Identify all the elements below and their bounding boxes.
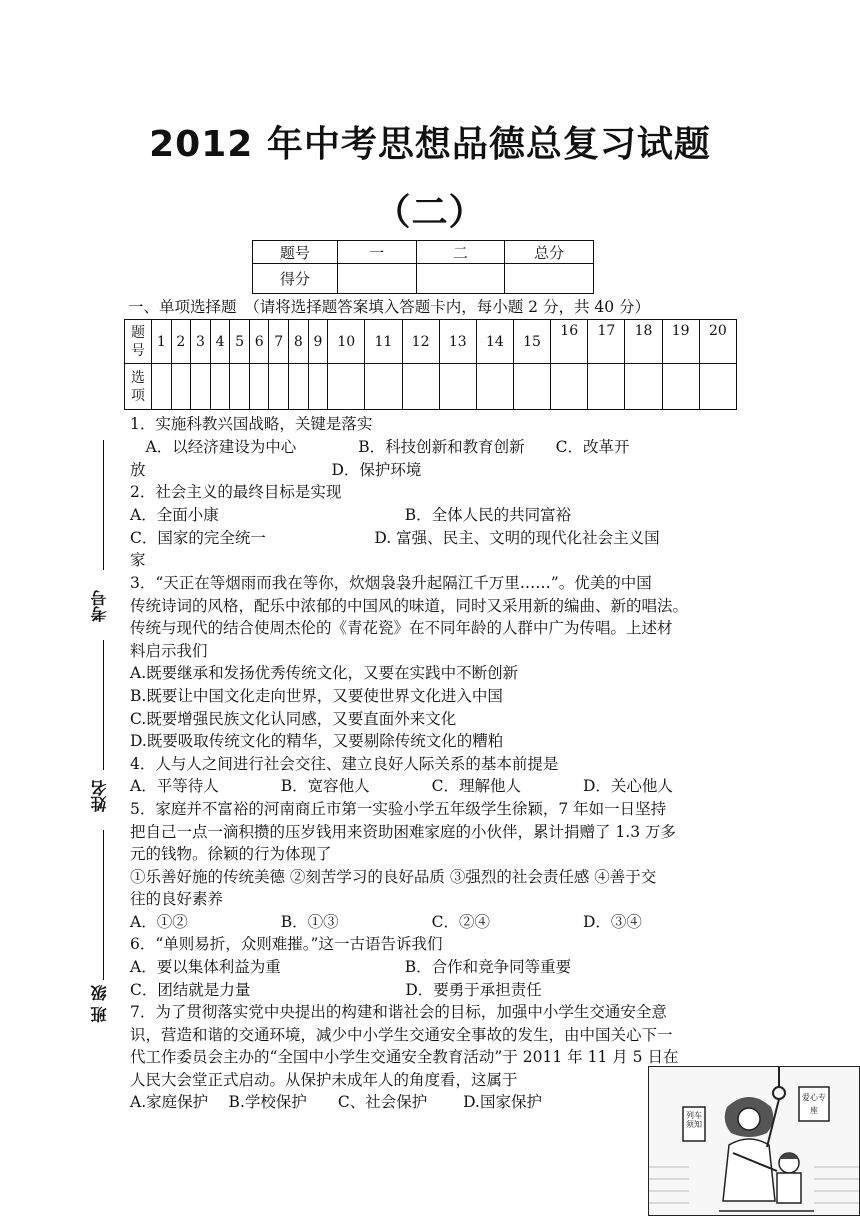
q3-option-b: B.既要让中国文化走向世界，又要使世界文化进入中国 — [130, 687, 503, 705]
answer-cell[interactable] — [152, 364, 172, 410]
score-col-1: 一 — [337, 241, 416, 264]
q5-items: ①乐善好施的传统美德 ②刻苦学习的良好品质 ③强烈的社会责任感 ④善于交 — [130, 868, 657, 886]
answer-cell[interactable] — [191, 364, 211, 410]
q4-options: A．平等待人 B．宽容他人 C．理解他人 D．关心他人 — [130, 777, 673, 795]
answer-num: 20 — [699, 320, 736, 364]
q5-stem: 把自己一点一滴积攒的压岁钱用来资助困难家庭的小伙伴，累计捐赠了 1.3 万多 — [130, 823, 677, 841]
answer-num: 11 — [365, 320, 402, 364]
answer-cell[interactable] — [171, 364, 191, 410]
margin-rule — [103, 830, 104, 980]
q5-items: 往的良好素养 — [130, 890, 224, 908]
q4-stem: 4．人与人之间进行社会交往、建立良好人际关系的基本前提是 — [130, 755, 559, 773]
score-row-label: 得分 — [253, 264, 338, 294]
answer-num: 12 — [402, 320, 439, 364]
q1-options: A．以经济建设为中心 B．科技创新和教育创新 C．改革开 — [130, 438, 630, 456]
q7-stem: 代工作委员会主办的“全国中小学生交通安全教育活动”于 2011 年 11 月 5 日在 — [130, 1048, 679, 1066]
q3-stem: 3．“天正在等烟雨而我在等你，炊烟袅袅升起隔江千万里……”。优美的中国 — [130, 574, 652, 592]
q5-options: A．①② B．①③ C．②④ D．③④ — [130, 913, 642, 931]
page-title: 2012 年中考思想品德总复习试题 — [149, 124, 711, 165]
q6-options: C．团结就是力量 D．要勇于承担责任 — [130, 981, 542, 999]
q3-option-c: C.既要增强民族文化认同感，又要直面外来文化 — [130, 710, 457, 728]
answer-num: 9 — [308, 320, 328, 364]
answer-header-label — [125, 320, 152, 364]
cartoon-illustration — [648, 1066, 860, 1216]
answer-num: 8 — [289, 320, 309, 364]
margin-label-class: 班 级 — [90, 985, 109, 1023]
answer-cell[interactable] — [588, 364, 625, 410]
q3-stem: 传统诗词的风格，配乐中浓郁的中国风的味道，同时又采用新的编曲、新的唱法。 — [130, 597, 689, 615]
answer-num: 18 — [625, 320, 662, 364]
q7-stem: 7．为了贯彻落实党中央提出的构建和谐社会的目标，加强中小学生交通安全意 — [130, 1003, 667, 1021]
q3-stem: 料启示我们 — [130, 642, 208, 660]
answer-num: 1 — [152, 320, 172, 364]
margin-label-exam-no: 考号 — [90, 590, 109, 622]
q2-stem: 2．社会主义的最终目标是实现 — [130, 483, 342, 501]
answer-cell[interactable] — [402, 364, 439, 410]
cartoon-drawing — [649, 1067, 860, 1216]
q6-stem: 6．“单则易折，众则难摧。”这一古语告诉我们 — [130, 935, 443, 953]
q5-stem: 5．家庭并不富裕的河南商丘市第一实验小学五年级学生徐颖，7 年如一日坚持 — [130, 800, 667, 818]
q2-options: A．全面小康 B．全体人民的共同富裕 — [130, 506, 572, 524]
q3-option-a: A.既要继承和发扬优秀传统文化，又要在实践中不断创新 — [130, 664, 519, 682]
answer-num: 14 — [476, 320, 513, 364]
score-col-label: 题号 — [253, 241, 338, 264]
answer-cell[interactable] — [662, 364, 699, 410]
answer-cell[interactable] — [289, 364, 309, 410]
cartoon-sign-right: 爱心专座 — [802, 1093, 826, 1115]
q7-stem: 识，营造和谐的交通环境，减少中小学生交通安全事故的发生，由中国关心下一 — [130, 1026, 673, 1044]
answer-cell[interactable] — [439, 364, 476, 410]
answer-cell[interactable] — [699, 364, 736, 410]
answer-cell[interactable] — [513, 364, 550, 410]
answer-header-text: 题号 — [131, 324, 145, 359]
answer-cell[interactable] — [230, 364, 250, 410]
answer-num: 19 — [662, 320, 699, 364]
q2-options: C．国家的完全统一 D. 富强、民主、文明的现代化社会主义国 — [130, 529, 660, 547]
answer-num: 7 — [269, 320, 289, 364]
answer-num: 15 — [513, 320, 550, 364]
answer-cell[interactable] — [210, 364, 230, 410]
answer-cell[interactable] — [476, 364, 513, 410]
q7-options: A.家庭保护 B.学校保护 C、社会保护 D.国家保护 — [130, 1093, 542, 1111]
answer-num: 4 — [210, 320, 230, 364]
margin-label-name: 姓名 — [90, 780, 109, 812]
answer-cell[interactable] — [308, 364, 328, 410]
answer-table — [124, 319, 737, 410]
score-cell-2[interactable] — [416, 264, 505, 294]
score-col-2: 二 — [416, 241, 505, 264]
q3-option-d: D.既要吸取传统文化的精华，又要剔除传统文化的糟粕 — [130, 732, 504, 750]
answer-cell[interactable] — [625, 364, 662, 410]
q1-stem: 1．实施科教兴国战略，关键是落实 — [130, 415, 373, 433]
margin-rule — [103, 640, 104, 770]
answer-cell[interactable] — [365, 364, 402, 410]
answer-cell[interactable] — [249, 364, 269, 410]
page-subtitle: （二） — [374, 192, 486, 233]
answer-cell[interactable] — [269, 364, 289, 410]
margin-rule — [103, 440, 104, 570]
answer-num: 13 — [439, 320, 476, 364]
answer-num: 17 — [588, 320, 625, 364]
answer-num: 6 — [249, 320, 269, 364]
q5-stem: 元的钱物。徐颖的行为体现了 — [130, 845, 332, 863]
answer-num: 2 — [171, 320, 191, 364]
answer-num: 3 — [191, 320, 211, 364]
section-heading: 一、单项选择题 （请将选择题答案填入答题卡内，每小题 2 分，共 40 分） — [128, 298, 651, 316]
answer-cell[interactable] — [551, 364, 588, 410]
q6-options: A．要以集体利益为重 B．合作和竞争同等重要 — [130, 958, 572, 976]
answer-num: 10 — [328, 320, 365, 364]
score-cell-1[interactable] — [337, 264, 416, 294]
score-cell-total[interactable] — [505, 264, 594, 294]
q3-stem: 传统与现代的结合使周杰伦的《青花瓷》在不同年龄的人群中广为传唱。上述材 — [130, 619, 673, 637]
q2-options: 家 — [130, 551, 146, 569]
answer-cell[interactable] — [328, 364, 365, 410]
cartoon-sign-left: 列车须知 — [686, 1111, 702, 1129]
q1-options: 放 D．保护环境 — [130, 461, 422, 479]
answer-num: 5 — [230, 320, 250, 364]
score-col-total: 总分 — [505, 241, 594, 264]
q7-stem: 人民大会堂正式启动。从保护未成年人的角度看，这属于 — [130, 1071, 518, 1089]
score-table — [252, 240, 594, 294]
answer-row-label — [125, 364, 152, 410]
answer-row-text: 选项 — [131, 369, 145, 404]
answer-num: 16 — [551, 320, 588, 364]
